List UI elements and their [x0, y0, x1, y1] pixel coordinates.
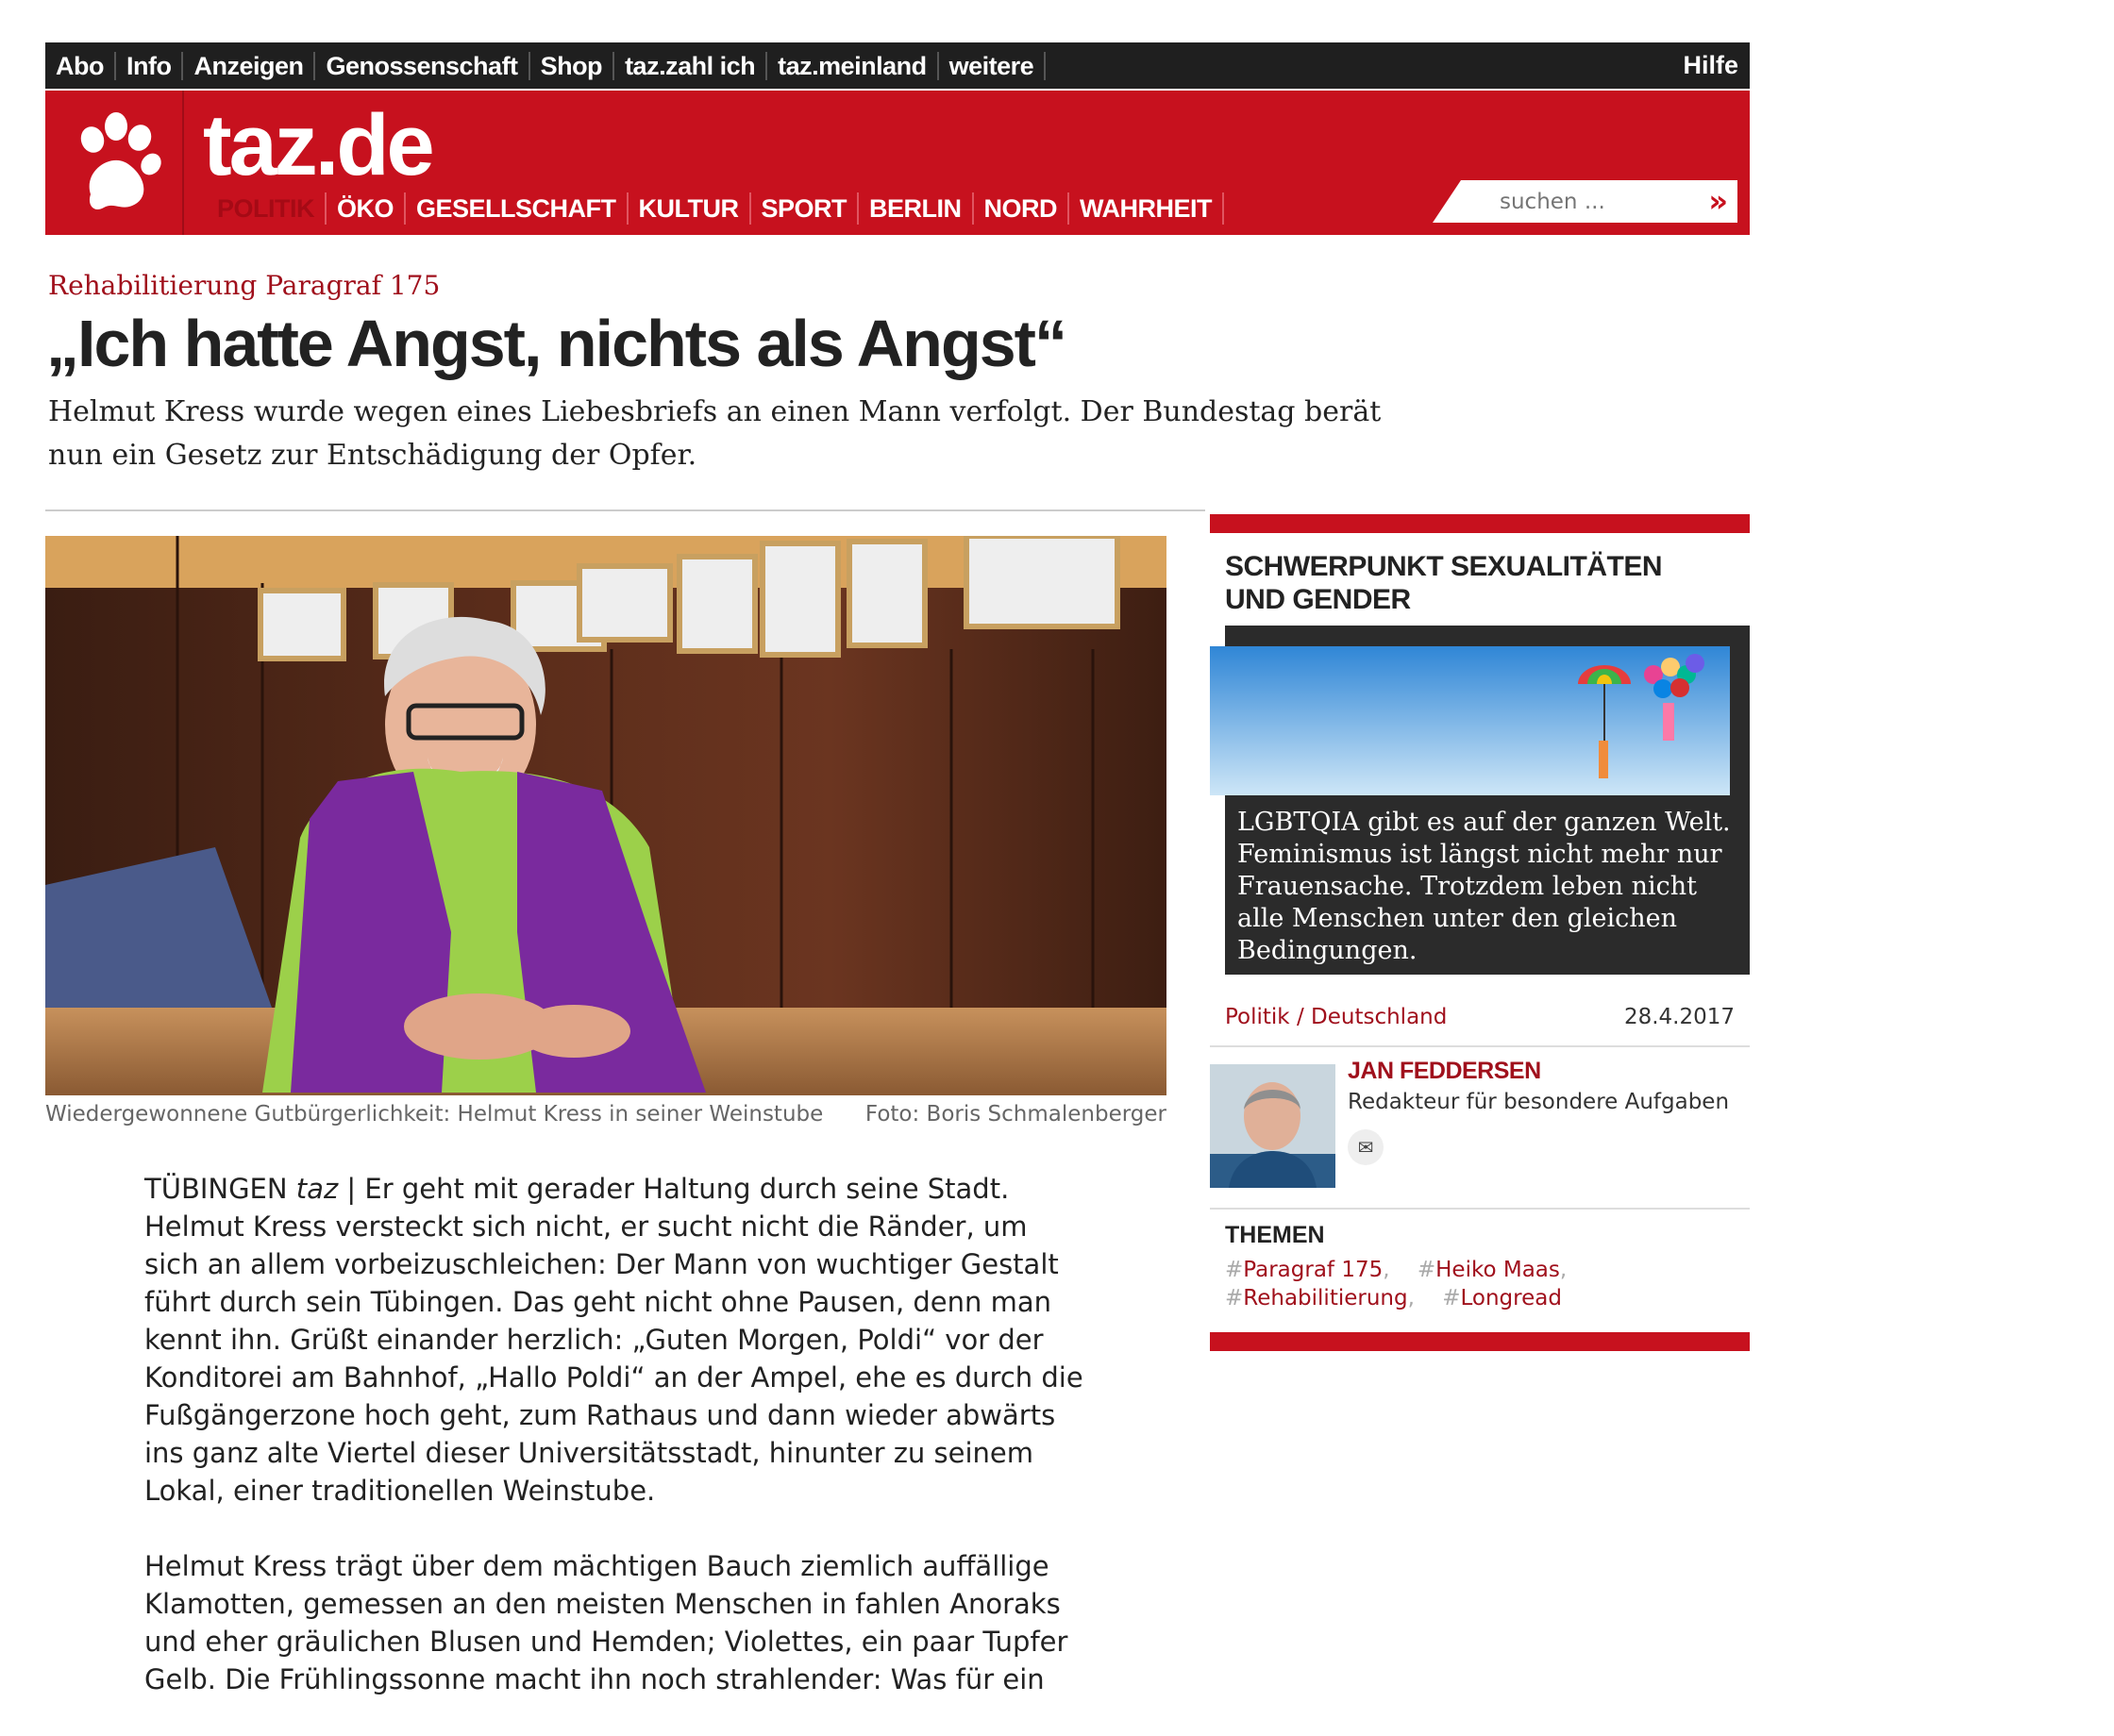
help-link[interactable]: Hilfe — [1683, 51, 1738, 79]
article-kicker: Rehabilitierung Paragraf 175 — [48, 270, 441, 301]
publish-date: 28.4.2017 — [1623, 1005, 1735, 1029]
article-photo — [45, 536, 1166, 1095]
paragraph: TÜBINGEN taz | Er geht mit gerader Haltung durch seine Stadt. Helmut Kress versteckt sich nicht, er sucht nicht die Ränder, um sich an allem vorbeizuschleichen: Der Mann von wuchtiger Gestalt führt durch sein Tübingen. Das geht nicht ohne Pausen, denn man kennt ihn. Grüßt einander herzlich: „Guten Morgen, Poldi“ vor der Konditorei am Bahnhof, „Hallo Poldi“ an der Ampel, ehe es durch die Fußgängerzone hoch geht, zum Rathaus und dann wieder abwärts ins ganz alte Viertel dieser Universitätsstadt, hinunter zu seinem Lokal, einer traditionellen Weinstube. — [144, 1173, 1083, 1507]
tag-list — [1225, 1256, 1735, 1312]
schwerpunkt-teaser[interactable] — [1225, 626, 1750, 975]
article-subline: Helmut Kress wurde wegen eines Liebesbriefs an einen Mann verfolgt. Der Bundestag berät nun ein Gesetz zur Entschädigung der Opfer. — [48, 395, 1382, 472]
site-header — [45, 91, 1750, 235]
topnav-taz-zahl-ich[interactable]: taz.zahl ich — [614, 52, 767, 80]
section-link[interactable]: Politik — [1225, 1005, 1290, 1029]
source: taz — [295, 1173, 339, 1205]
article-headline: „Ich hatte Angst, nichts als Angst“ — [46, 307, 1065, 380]
topnav-taz-meinland[interactable]: taz.meinland — [767, 52, 939, 80]
author-name[interactable]: JAN FEDDERSEN — [1348, 1058, 1541, 1084]
nav-gesellschaft[interactable]: GESELLSCHAFT — [406, 192, 629, 225]
subsection-link[interactable]: Deutschland — [1311, 1005, 1448, 1029]
sidebar-top-bar — [1210, 514, 1750, 533]
schwerpunkt-title[interactable]: SCHWERPUNKT SEXUALITÄTEN UND GENDER — [1225, 551, 1663, 615]
nav-nord[interactable]: NORD — [974, 192, 1070, 225]
topnav-info[interactable]: Info — [116, 52, 183, 80]
search-box — [1490, 180, 1737, 223]
nav-kultur[interactable]: KULTUR — [629, 192, 751, 225]
nav-politik[interactable]: POLITIK — [207, 192, 327, 225]
sidebar-bottom-bar — [1210, 1332, 1750, 1351]
search-submit-icon[interactable]: » — [1708, 183, 1728, 219]
mail-icon[interactable]: ✉ — [1348, 1129, 1384, 1165]
tag-item[interactable]: #Longread — [1442, 1286, 1562, 1310]
themen-label: THEMEN — [1225, 1222, 1325, 1248]
divider — [1210, 1045, 1750, 1047]
sidebar — [1210, 514, 1750, 1310]
topnav-anzeigen[interactable]: Anzeigen — [183, 52, 315, 80]
nav-wahrheit[interactable]: WAHRHEIT — [1069, 192, 1224, 225]
search-wedge — [1433, 180, 1499, 223]
paragraph-1: Er geht mit gerader Haltung durch seine Stadt. Helmut Kress versteckt sich nicht, er sucht nicht die Ränder, um sich an allem vorbeizuschleichen: Der Mann von wuchtiger Gestalt führt durch sein Tübingen. Das geht nicht ohne Pausen, denn man kennt ihn. Grüßt einander herzlich: „Guten Morgen, Poldi“ vor der Konditorei am Bahnhof, „Hallo Poldi“ an der Ampel, ehe es durch die Fußgängerzone hoch geht, zum Rathaus und dann wieder abwärts ins ganz alte Viertel dieser Universitätsstadt, hinunter zu seinem Lokal, einer traditionellen Weinstube. — [144, 1173, 1083, 1507]
search-input[interactable] — [1498, 184, 1690, 220]
main-nav — [207, 192, 1224, 225]
photo-caption — [45, 1102, 1166, 1127]
article-body — [144, 1170, 1088, 1736]
nav-sport[interactable]: SPORT — [751, 192, 860, 225]
nav-berlin[interactable]: BERLIN — [859, 192, 974, 225]
topnav-abo[interactable]: Abo — [45, 52, 116, 80]
caption-text: Wiedergewonnene Gutbürgerlichkeit: Helmut Kress in seiner Weinstube — [45, 1102, 824, 1127]
topnav-shop[interactable]: Shop — [530, 52, 615, 80]
dateline: TÜBINGEN — [144, 1173, 288, 1205]
photo-credit: Foto: Boris Schmalenberger — [864, 1102, 1166, 1127]
paw-logo-icon[interactable] — [45, 91, 184, 235]
tag-item[interactable]: #Heiko Maas, — [1417, 1258, 1568, 1282]
topnav-weitere[interactable]: weitere — [939, 52, 1047, 80]
paragraph-2: Helmut Kress trägt über dem mächtigen Bauch ziemlich auffällige Klamotten, gemessen an den meisten Menschen in fahlen Anoraks und eher gräulichen Blusen und Hemden; Violettes, ein paar Tupfer Gelb. Die Frühlingssonne macht ihn noch strahlender: Was für ein — [144, 1550, 1068, 1695]
author-avatar[interactable] — [1210, 1064, 1335, 1188]
article-meta: Politik / Deutschland 28.4.2017 — [1225, 1005, 1735, 1029]
topnav-genossenschaft[interactable]: Genossenschaft — [315, 52, 529, 80]
author-role: Redakteur für besondere Aufgaben — [1348, 1090, 1730, 1114]
top-bar — [45, 42, 1750, 89]
site-logo[interactable]: taz.de — [203, 97, 432, 193]
divider — [1210, 1208, 1750, 1210]
tag-item[interactable]: #Rehabilitierung, — [1225, 1286, 1415, 1310]
teaser-image[interactable] — [1210, 646, 1730, 795]
teaser-text[interactable]: LGBTQIA gibt es auf der ganzen Welt. Feminismus ist längst nicht mehr nur Frauensache. Trotzdem leben nicht alle Menschen unter den gleichen Bedingungen. — [1237, 808, 1731, 965]
tag-item[interactable]: #Paragraf 175, — [1225, 1258, 1390, 1282]
nav-oeko[interactable]: ÖKO — [327, 192, 406, 225]
divider — [45, 509, 1205, 511]
